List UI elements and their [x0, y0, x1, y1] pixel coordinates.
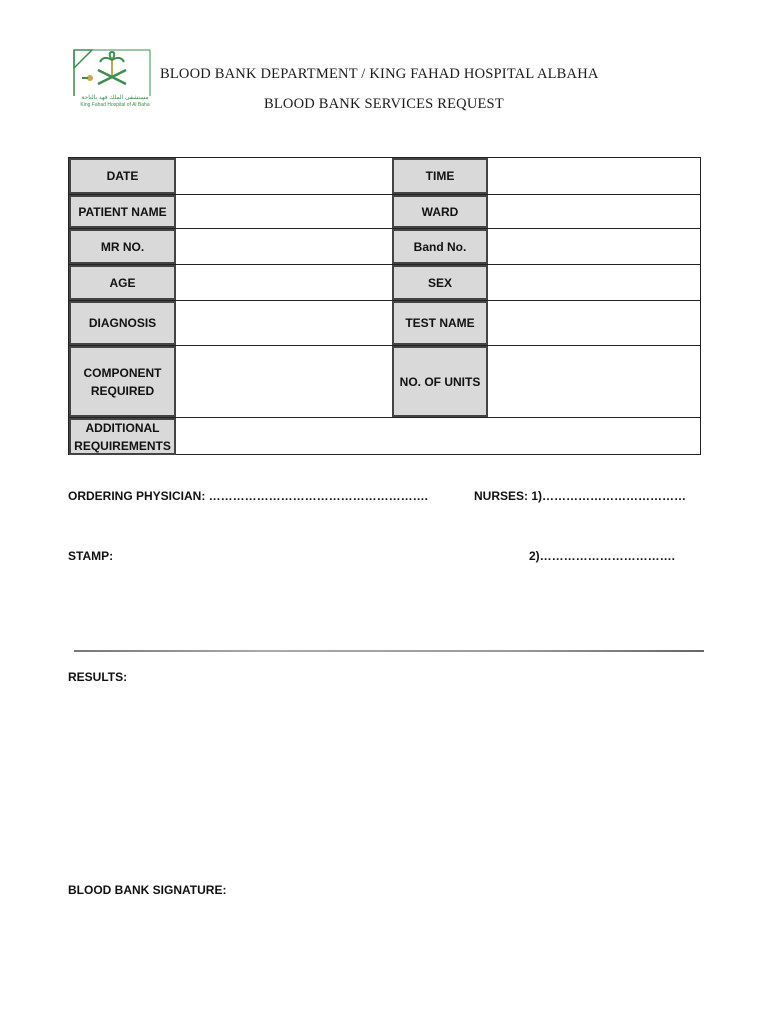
test-name-label: TEST NAME — [392, 301, 488, 345]
date-field[interactable] — [176, 158, 392, 194]
no-of-units-label: NO. OF UNITS — [392, 346, 488, 417]
request-form-table — [68, 157, 701, 455]
logo-english-text: King Fahad Hospital of Al Baha — [80, 102, 150, 108]
form-row-age — [69, 265, 700, 301]
no-of-units-field[interactable] — [488, 346, 700, 417]
diagnosis-label: DIAGNOSIS — [69, 301, 176, 345]
form-row-date — [69, 158, 700, 195]
time-label: TIME — [392, 158, 488, 194]
logo-arabic-text: مستشفى الملك فهد بالباحة — [81, 95, 149, 101]
mr-no-field[interactable] — [176, 229, 392, 264]
age-label: AGE — [69, 265, 176, 300]
age-field[interactable] — [176, 265, 392, 300]
stamp-label: STAMP: — [68, 549, 114, 563]
patient-name-field[interactable] — [176, 195, 392, 228]
band-no-field[interactable] — [488, 229, 700, 264]
ordering-physician-line[interactable]: ORDERING PHYSICIAN: ………………………………………………. — [68, 489, 429, 503]
blood-bank-signature-label: BLOOD BANK SIGNATURE: — [68, 883, 227, 897]
ward-field[interactable] — [488, 195, 700, 228]
time-field[interactable] — [488, 158, 700, 194]
hospital-logo — [70, 46, 154, 112]
form-row-patient-name — [69, 195, 700, 229]
component-required-field[interactable] — [176, 346, 392, 417]
additional-requirements-field[interactable] — [176, 418, 700, 454]
nurse-2-line[interactable]: 2)……………………………. — [529, 549, 676, 563]
section-divider — [74, 650, 704, 652]
component-required-label: COMPONENT REQUIRED — [69, 346, 176, 417]
ward-label: WARD — [392, 195, 488, 228]
mr-no-label: MR NO. — [69, 229, 176, 264]
band-no-label: Band No. — [392, 229, 488, 264]
diagnosis-field[interactable] — [176, 301, 392, 345]
form-row-additional — [69, 418, 700, 454]
form-row-mr-no — [69, 229, 700, 265]
sex-label: SEX — [392, 265, 488, 300]
results-label: RESULTS: — [68, 670, 128, 684]
sex-field[interactable] — [488, 265, 700, 300]
nurse-1-line[interactable]: NURSES: 1)……………………………… — [474, 489, 687, 503]
department-title: BLOOD BANK DEPARTMENT / KING FAHAD HOSPITAL ALBAHA — [160, 66, 599, 82]
form-title: BLOOD BANK SERVICES REQUEST — [264, 96, 504, 112]
additional-requirements-label: ADDITIONAL REQUIREMENTS — [69, 418, 176, 455]
form-row-diagnosis — [69, 301, 700, 346]
test-name-field[interactable] — [488, 301, 700, 345]
date-label: DATE — [69, 158, 176, 194]
form-row-component — [69, 346, 700, 418]
patient-name-label: PATIENT NAME — [69, 195, 176, 228]
